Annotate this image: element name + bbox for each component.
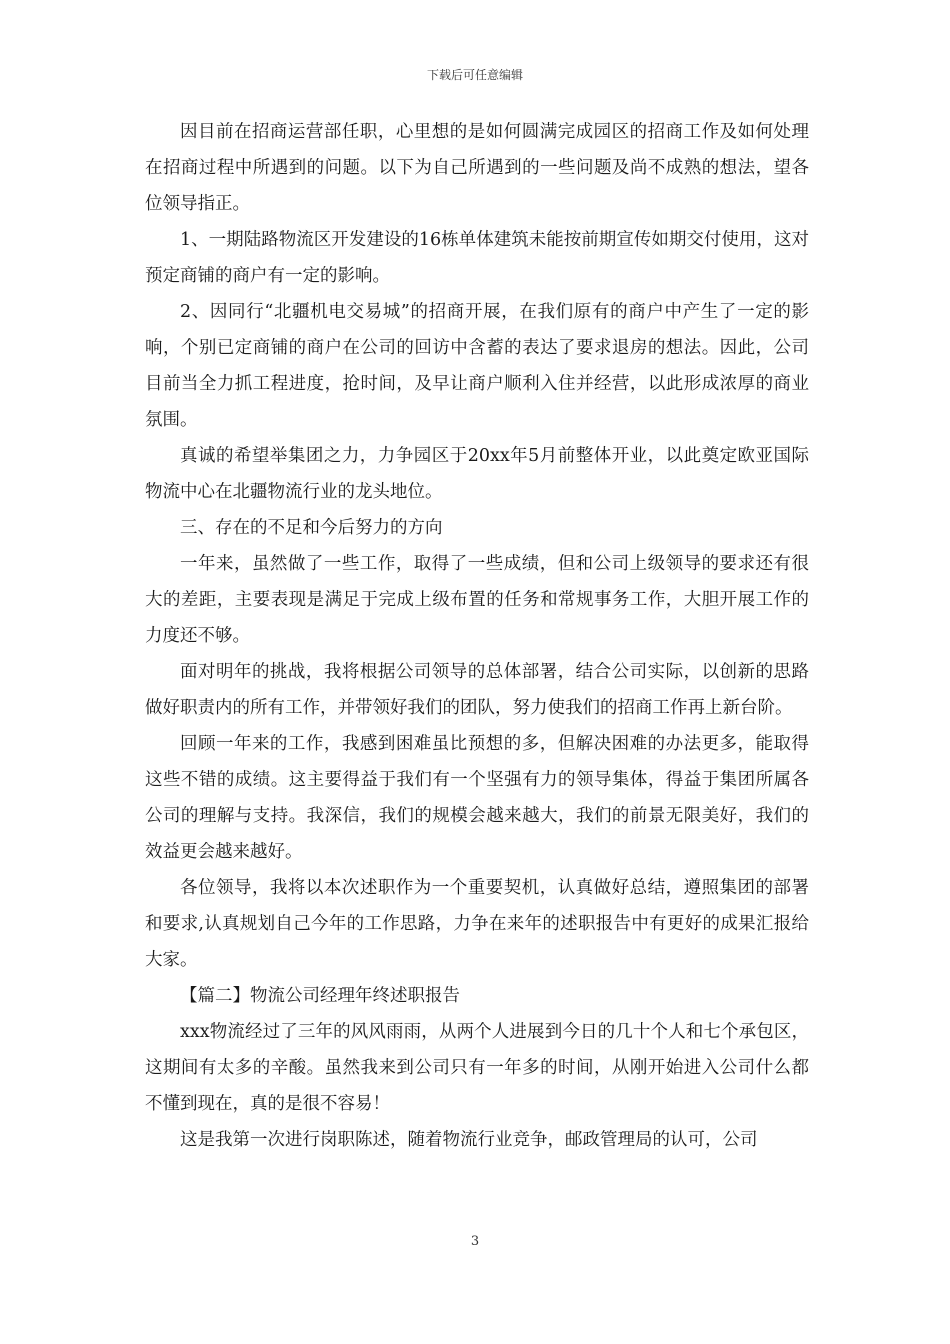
paragraph: 2、因同行“北疆机电交易城”的招商开展，在我们原有的商户中产生了一定的影响，个别已定商铺的商户在公司的回访中含蓄的表达了要求退房的想法。因此，公司目前当全力抓工程进度，抢时间，及早让商户顺利入住并经营，以此形成浓厚的商业氛围。 bbox=[145, 302, 809, 430]
page-header: 下载后可任意编辑 bbox=[426, 68, 523, 82]
section-heading: 三、存在的不足和今后努力的方向 bbox=[180, 518, 443, 538]
paragraph: xxx物流经过了三年的风风雨雨，从两个人进展到今日的几十个人和七个承包区，这期间有太多的辛酸。虽然我来到公司只有一年多的时间，从刚开始进入公司什么都不懂到现在，真的是很不容易！ bbox=[145, 1022, 809, 1114]
paragraph: 一年来，虽然做了一些工作，取得了一些成绩，但和公司上级领导的要求还有很大的差距，主要表现是满足于完成上级布置的任务和常规事务工作，大胆开展工作的力度还不够。 bbox=[145, 554, 809, 646]
page-number: 3 bbox=[470, 1234, 480, 1249]
section-heading: 【篇二】物流公司经理年终述职报告 bbox=[180, 986, 460, 1006]
paragraph: 各位领导，我将以本次述职作为一个重要契机，认真做好总结，遵照集团的部署和要求,认真规划自己今年的工作思路，力争在来年的述职报告中有更好的成果汇报给大家。 bbox=[145, 878, 809, 970]
paragraph: 这是我第一次进行岗职陈述，随着物流行业竞争，邮政管理局的认可，公司 bbox=[180, 1130, 758, 1150]
paragraph: 1、一期陆路物流区开发建设的16栋单体建筑未能按前期宣传如期交付使用，这对预定商铺的商户有一定的影响。 bbox=[145, 230, 809, 286]
document-body bbox=[145, 114, 809, 1158]
paragraph: 面对明年的挑战，我将根据公司领导的总体部署，结合公司实际，以创新的思路做好职责内的所有工作，并带领好我们的团队，努力使我们的招商工作再上新台阶。 bbox=[145, 662, 809, 718]
paragraph: 因目前在招商运营部任职，心里想的是如何圆满完成园区的招商工作及如何处理在招商过程中所遇到的问题。以下为自己所遇到的一些问题及尚不成熟的想法，望各位领导指正。 bbox=[145, 122, 809, 214]
paragraph: 真诚的希望举集团之力，力争园区于20xx年5月前整体开业，以此奠定欧亚国际物流中心在北疆物流行业的龙头地位。 bbox=[145, 446, 809, 502]
paragraph: 回顾一年来的工作，我感到困难虽比预想的多，但解决困难的办法更多，能取得这些不错的成绩。这主要得益于我们有一个坚强有力的领导集体，得益于集团所属各公司的理解与支持。我深信，我们的规模会越来越大，我们的前景无限美好，我们的效益更会越来越好。 bbox=[145, 734, 809, 862]
